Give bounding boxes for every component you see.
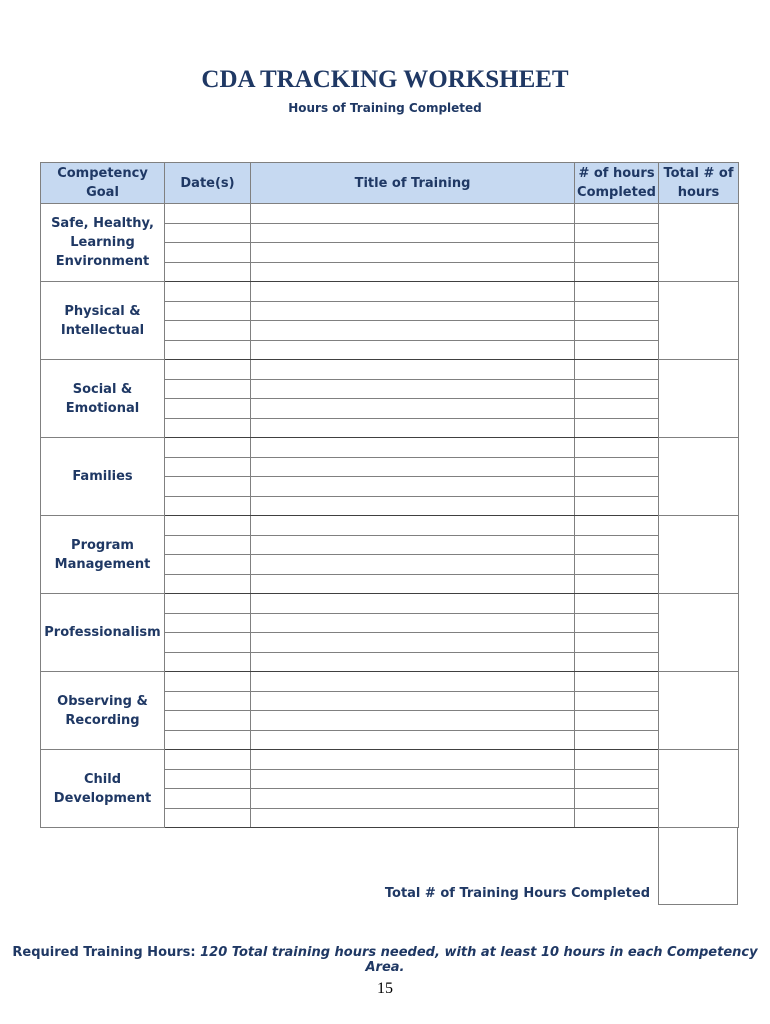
hours-input[interactable] bbox=[575, 691, 659, 711]
competency-total-input[interactable] bbox=[659, 594, 739, 672]
date-input[interactable] bbox=[165, 633, 251, 653]
competency-goal-line: Management bbox=[54, 556, 151, 572]
hours-input[interactable] bbox=[575, 496, 659, 516]
date-input[interactable] bbox=[165, 672, 251, 692]
competency-total-input[interactable] bbox=[659, 516, 739, 594]
hours-input[interactable] bbox=[575, 301, 659, 321]
competency-goal-cell bbox=[41, 282, 165, 360]
table-row bbox=[41, 204, 739, 224]
training-title-input[interactable] bbox=[251, 340, 575, 360]
competency-goal-line: Observing & bbox=[57, 693, 148, 709]
hours-input[interactable] bbox=[575, 750, 659, 770]
hours-input[interactable] bbox=[575, 574, 659, 594]
training-title-input[interactable] bbox=[251, 789, 575, 809]
competency-total-input[interactable] bbox=[659, 360, 739, 438]
training-title-input[interactable] bbox=[251, 594, 575, 614]
tracking-table bbox=[40, 162, 739, 828]
date-input[interactable] bbox=[165, 789, 251, 809]
hours-input[interactable] bbox=[575, 360, 659, 380]
header-goal-line-1: Competency bbox=[57, 166, 148, 181]
date-input[interactable] bbox=[165, 750, 251, 770]
competency-goal-cell bbox=[41, 750, 165, 828]
header-total-line-2: hours bbox=[677, 185, 720, 200]
training-title-input[interactable] bbox=[251, 438, 575, 458]
training-title-input[interactable] bbox=[251, 204, 575, 224]
hours-input[interactable] bbox=[575, 633, 659, 653]
training-title-input[interactable] bbox=[251, 535, 575, 555]
table-row bbox=[41, 750, 739, 770]
competency-goal-line: Physical & bbox=[64, 303, 141, 319]
training-title-input[interactable] bbox=[251, 633, 575, 653]
training-title-input[interactable] bbox=[251, 613, 575, 633]
hours-input[interactable] bbox=[575, 594, 659, 614]
hours-input[interactable] bbox=[575, 399, 659, 419]
date-input[interactable] bbox=[165, 535, 251, 555]
training-title-input[interactable] bbox=[251, 496, 575, 516]
page-title: CDA TRACKING WORKSHEET bbox=[201, 66, 569, 93]
hours-input[interactable] bbox=[575, 672, 659, 692]
hours-input[interactable] bbox=[575, 555, 659, 575]
required-hours-label: Required Training Hours: bbox=[12, 945, 196, 960]
header-dates: Date(s) bbox=[165, 163, 251, 204]
date-input[interactable] bbox=[165, 340, 251, 360]
date-input[interactable] bbox=[165, 496, 251, 516]
hours-input[interactable] bbox=[575, 652, 659, 672]
training-title-input[interactable] bbox=[251, 730, 575, 750]
table-body bbox=[41, 204, 739, 828]
competency-goal-cell bbox=[41, 360, 165, 438]
table-row bbox=[41, 282, 739, 302]
training-title-input[interactable] bbox=[251, 808, 575, 828]
page-number: 15 bbox=[377, 980, 393, 997]
hours-input[interactable] bbox=[575, 438, 659, 458]
competency-goal-cell bbox=[41, 672, 165, 750]
competency-goal-line: Learning bbox=[70, 235, 135, 250]
hours-input[interactable] bbox=[575, 516, 659, 536]
date-input[interactable] bbox=[165, 769, 251, 789]
date-input[interactable] bbox=[165, 262, 251, 282]
training-title-input[interactable] bbox=[251, 262, 575, 282]
date-input[interactable] bbox=[165, 652, 251, 672]
required-hours-note bbox=[0, 945, 770, 975]
table-row bbox=[41, 672, 739, 692]
date-input[interactable] bbox=[165, 204, 251, 224]
competency-total-input[interactable] bbox=[659, 750, 739, 828]
header-hours-line-2: Completed bbox=[577, 185, 656, 200]
hours-input[interactable] bbox=[575, 477, 659, 497]
competency-total-input[interactable] bbox=[659, 204, 739, 282]
training-title-input[interactable] bbox=[251, 282, 575, 302]
training-title-input[interactable] bbox=[251, 243, 575, 263]
competency-total-input[interactable] bbox=[659, 282, 739, 360]
competency-goal-line: Development bbox=[53, 790, 152, 806]
date-input[interactable] bbox=[165, 477, 251, 497]
training-title-input[interactable] bbox=[251, 691, 575, 711]
competency-total-input[interactable] bbox=[659, 672, 739, 750]
hours-input[interactable] bbox=[575, 769, 659, 789]
training-title-input[interactable] bbox=[251, 457, 575, 477]
header-total-line-1: Total # of bbox=[663, 166, 734, 181]
date-input[interactable] bbox=[165, 321, 251, 341]
competency-goal-line: Social & bbox=[72, 381, 133, 397]
date-input[interactable] bbox=[165, 730, 251, 750]
training-title-input[interactable] bbox=[251, 399, 575, 419]
table-row bbox=[41, 594, 739, 614]
grand-total-label: Total # of Training Hours Completed bbox=[384, 886, 650, 901]
competency-goal-line: Professionalism bbox=[44, 625, 161, 640]
hours-input[interactable] bbox=[575, 243, 659, 263]
date-input[interactable] bbox=[165, 516, 251, 536]
training-title-input[interactable] bbox=[251, 574, 575, 594]
competency-goal-line: Emotional bbox=[65, 400, 140, 416]
competency-goal-cell bbox=[41, 438, 165, 516]
header-hours-completed bbox=[575, 163, 659, 204]
date-input[interactable] bbox=[165, 613, 251, 633]
date-input[interactable] bbox=[165, 808, 251, 828]
date-input[interactable] bbox=[165, 360, 251, 380]
hours-input[interactable] bbox=[575, 204, 659, 224]
date-input[interactable] bbox=[165, 457, 251, 477]
competency-goal-line: Environment bbox=[55, 254, 150, 269]
competency-goal-line: Safe, Healthy, bbox=[51, 216, 154, 231]
header-title-of-training: Title of Training bbox=[251, 163, 575, 204]
table-row bbox=[41, 360, 739, 380]
hours-input[interactable] bbox=[575, 457, 659, 477]
training-title-input[interactable] bbox=[251, 223, 575, 243]
required-hours-text: 120 Total training hours needed, with at least 10 hours in each Competency Area. bbox=[200, 945, 758, 975]
header-hours-line-1: # of hours bbox=[578, 166, 655, 181]
training-title-input[interactable] bbox=[251, 769, 575, 789]
training-title-input[interactable] bbox=[251, 418, 575, 438]
hours-input[interactable] bbox=[575, 223, 659, 243]
date-input[interactable] bbox=[165, 223, 251, 243]
date-input[interactable] bbox=[165, 711, 251, 731]
training-title-input[interactable] bbox=[251, 321, 575, 341]
hours-input[interactable] bbox=[575, 379, 659, 399]
hours-input[interactable] bbox=[575, 789, 659, 809]
training-title-input[interactable] bbox=[251, 379, 575, 399]
date-input[interactable] bbox=[165, 691, 251, 711]
hours-input[interactable] bbox=[575, 808, 659, 828]
hours-input[interactable] bbox=[575, 340, 659, 360]
training-title-input[interactable] bbox=[251, 360, 575, 380]
hours-input[interactable] bbox=[575, 282, 659, 302]
table-row bbox=[41, 438, 739, 458]
header-goal-line-2: Goal bbox=[86, 185, 119, 200]
hours-input[interactable] bbox=[575, 730, 659, 750]
competency-goal-line: Program bbox=[71, 537, 134, 553]
table-row bbox=[41, 516, 739, 536]
competency-goal-line: Recording bbox=[65, 712, 140, 728]
header-total-hours bbox=[659, 163, 739, 204]
training-title-input[interactable] bbox=[251, 652, 575, 672]
training-title-input[interactable] bbox=[251, 750, 575, 770]
date-input[interactable] bbox=[165, 301, 251, 321]
hours-input[interactable] bbox=[575, 535, 659, 555]
training-title-input[interactable] bbox=[251, 301, 575, 321]
training-title-input[interactable] bbox=[251, 672, 575, 692]
date-input[interactable] bbox=[165, 438, 251, 458]
page-subtitle: Hours of Training Completed bbox=[288, 101, 482, 115]
date-input[interactable] bbox=[165, 379, 251, 399]
date-input[interactable] bbox=[165, 594, 251, 614]
date-input[interactable] bbox=[165, 418, 251, 438]
date-input[interactable] bbox=[165, 243, 251, 263]
competency-goal-cell bbox=[41, 516, 165, 594]
hours-input[interactable] bbox=[575, 321, 659, 341]
training-title-input[interactable] bbox=[251, 477, 575, 497]
header-competency-goal bbox=[41, 163, 165, 204]
grand-total-input[interactable] bbox=[658, 827, 738, 905]
date-input[interactable] bbox=[165, 555, 251, 575]
competency-goal-line: Child bbox=[83, 771, 121, 787]
table-header-row bbox=[41, 163, 739, 204]
date-input[interactable] bbox=[165, 282, 251, 302]
hours-input[interactable] bbox=[575, 613, 659, 633]
training-title-input[interactable] bbox=[251, 516, 575, 536]
competency-total-input[interactable] bbox=[659, 438, 739, 516]
training-title-input[interactable] bbox=[251, 711, 575, 731]
date-input[interactable] bbox=[165, 399, 251, 419]
competency-goal-cell bbox=[41, 594, 165, 672]
date-input[interactable] bbox=[165, 574, 251, 594]
hours-input[interactable] bbox=[575, 262, 659, 282]
competency-goal-line: Intellectual bbox=[60, 322, 145, 338]
competency-goal-cell bbox=[41, 204, 165, 282]
hours-input[interactable] bbox=[575, 711, 659, 731]
competency-goal-line: Families bbox=[72, 469, 133, 484]
training-title-input[interactable] bbox=[251, 555, 575, 575]
hours-input[interactable] bbox=[575, 418, 659, 438]
